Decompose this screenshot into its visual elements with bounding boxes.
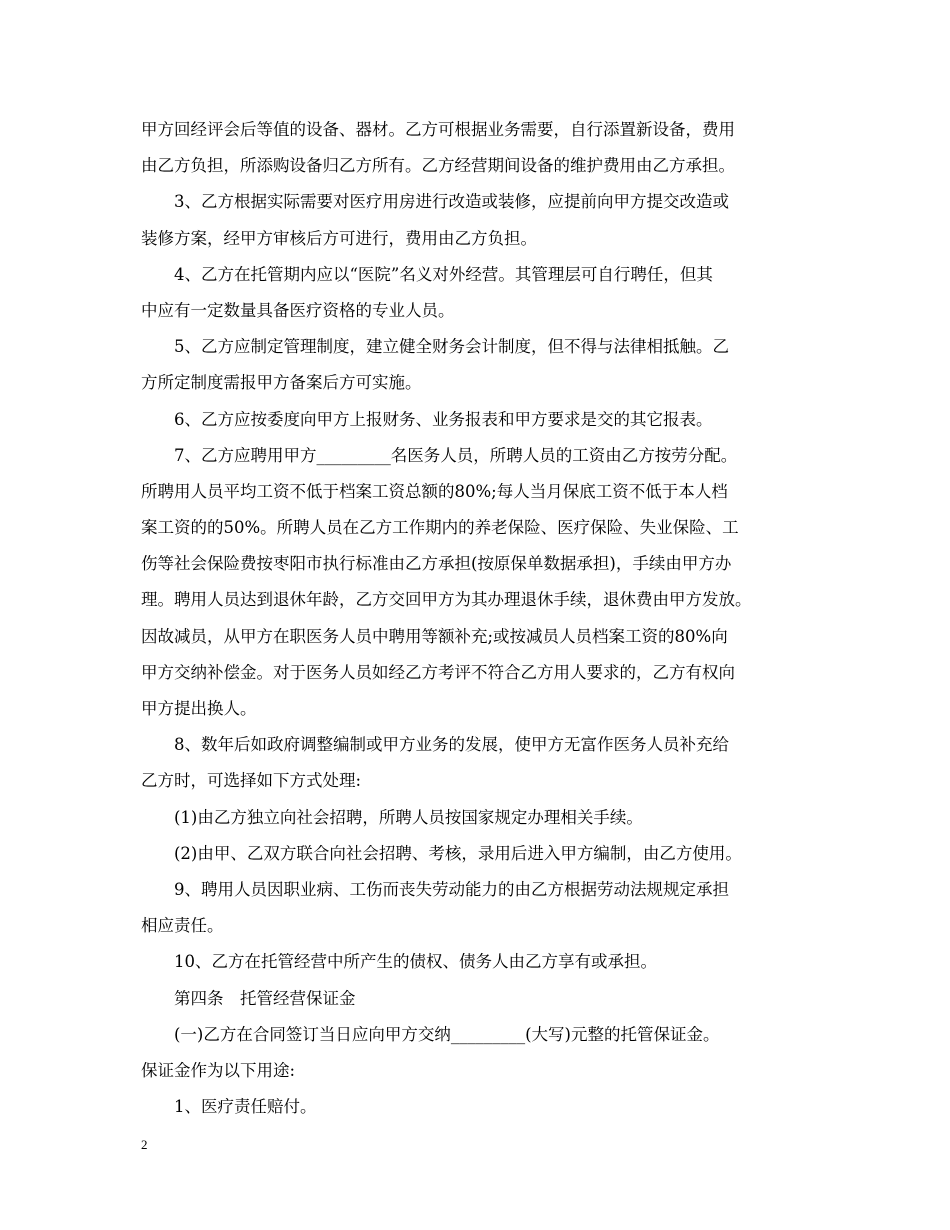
text-line: 装修方案，经甲方审核后方可进行，费用由乙方负担。 (141, 228, 537, 248)
text-line: 8、数年后如政府调整编制或甲方业务的发展，使甲方无富作医务人员补充给 (174, 735, 729, 755)
text-line: 5、乙方应制定管理制度，建立健全财务会计制度，但不得与法律相抵触。乙 (174, 337, 729, 357)
text-line: 保证金作为以下用途: (141, 1060, 296, 1080)
text-line: 1、医疗责任赔付。 (174, 1097, 317, 1117)
text-line: 3、乙方根据实际需要对医疗用房进行改造或装修，应提前向甲方提交改造或 (174, 192, 729, 212)
text-line: 4、乙方在托管期内应以“医院”名义对外经营。其管理层可自行聘任，但其 (174, 264, 713, 284)
document-body (141, 112, 813, 1125)
text-line: (一)乙方在合同签订当日应向甲方交纳_________(大写)元整的托管保证金。 (174, 1024, 720, 1044)
text-line: 甲方回经评会后等值的设备、器材。乙方可根据业务需要，自行添置新设备，费用 (141, 120, 735, 139)
text-line: 第四条 托管经营保证金 (174, 988, 356, 1008)
text-line: 中应有一定数量具备医疗资格的专业人员。 (141, 300, 455, 320)
text-line: 10、乙方在托管经营中所产生的债权、债务人由乙方享有或承担。 (174, 952, 657, 972)
text-line: 所聘用人员平均工资不低于档案工资总额的80%;每人当月保底工资不低于本人档 (141, 481, 728, 501)
text-line: 6、乙方应按委度向甲方上报财务、业务报表和甲方要求是交的其它报表。 (174, 409, 713, 429)
text-line: 9、聘用人员因职业病、工伤而丧失劳动能力的由乙方根据劳动法规规定承担 (174, 879, 729, 899)
page-number: 2 (141, 1137, 148, 1152)
text-line: (1)由乙方独立向社会招聘，所聘人员按国家规定办理相关手续。 (174, 807, 643, 827)
text-line: 甲方交纳补偿金。对于医务人员如经乙方考评不符合乙方用人要求的，乙方有权向 (141, 662, 735, 682)
text-line: 由乙方负担，所添购设备归乙方所有。乙方经营期间设备的维护费用由乙方承担。 (141, 156, 735, 176)
text-line: 案工资的的50%。所聘人员在乙方工作期内的养老保险、医疗保险、失业保险、工 (141, 518, 739, 538)
text-line: 因故减员，从甲方在职医务人员中聘用等额补充;或按减员人员档案工资的80%向 (141, 626, 728, 646)
text-line: 相应责任。 (141, 916, 224, 936)
text-line: 理。聘用人员达到退休年龄，乙方交回甲方为其办理退休手续，退休费由甲方发放。 (141, 590, 752, 610)
text-line: 伤等社会保险费按枣阳市执行标准由乙方承担(按原保单数据承担)，手续由甲方办 (141, 554, 732, 574)
text-line: 甲方提出换人。 (141, 699, 257, 718)
text-line: (2)由甲、乙双方联合向社会招聘、考核，录用后进入甲方编制，由乙方使用。 (174, 843, 742, 863)
text-line: 7、乙方应聘用甲方_________名医务人员，所聘人员的工资由乙方按劳分配。 (174, 445, 738, 465)
text-line: 乙方时，可选择如下方式处理: (141, 771, 362, 791)
text-line: 方所定制度需报甲方备案后方可实施。 (141, 373, 422, 393)
